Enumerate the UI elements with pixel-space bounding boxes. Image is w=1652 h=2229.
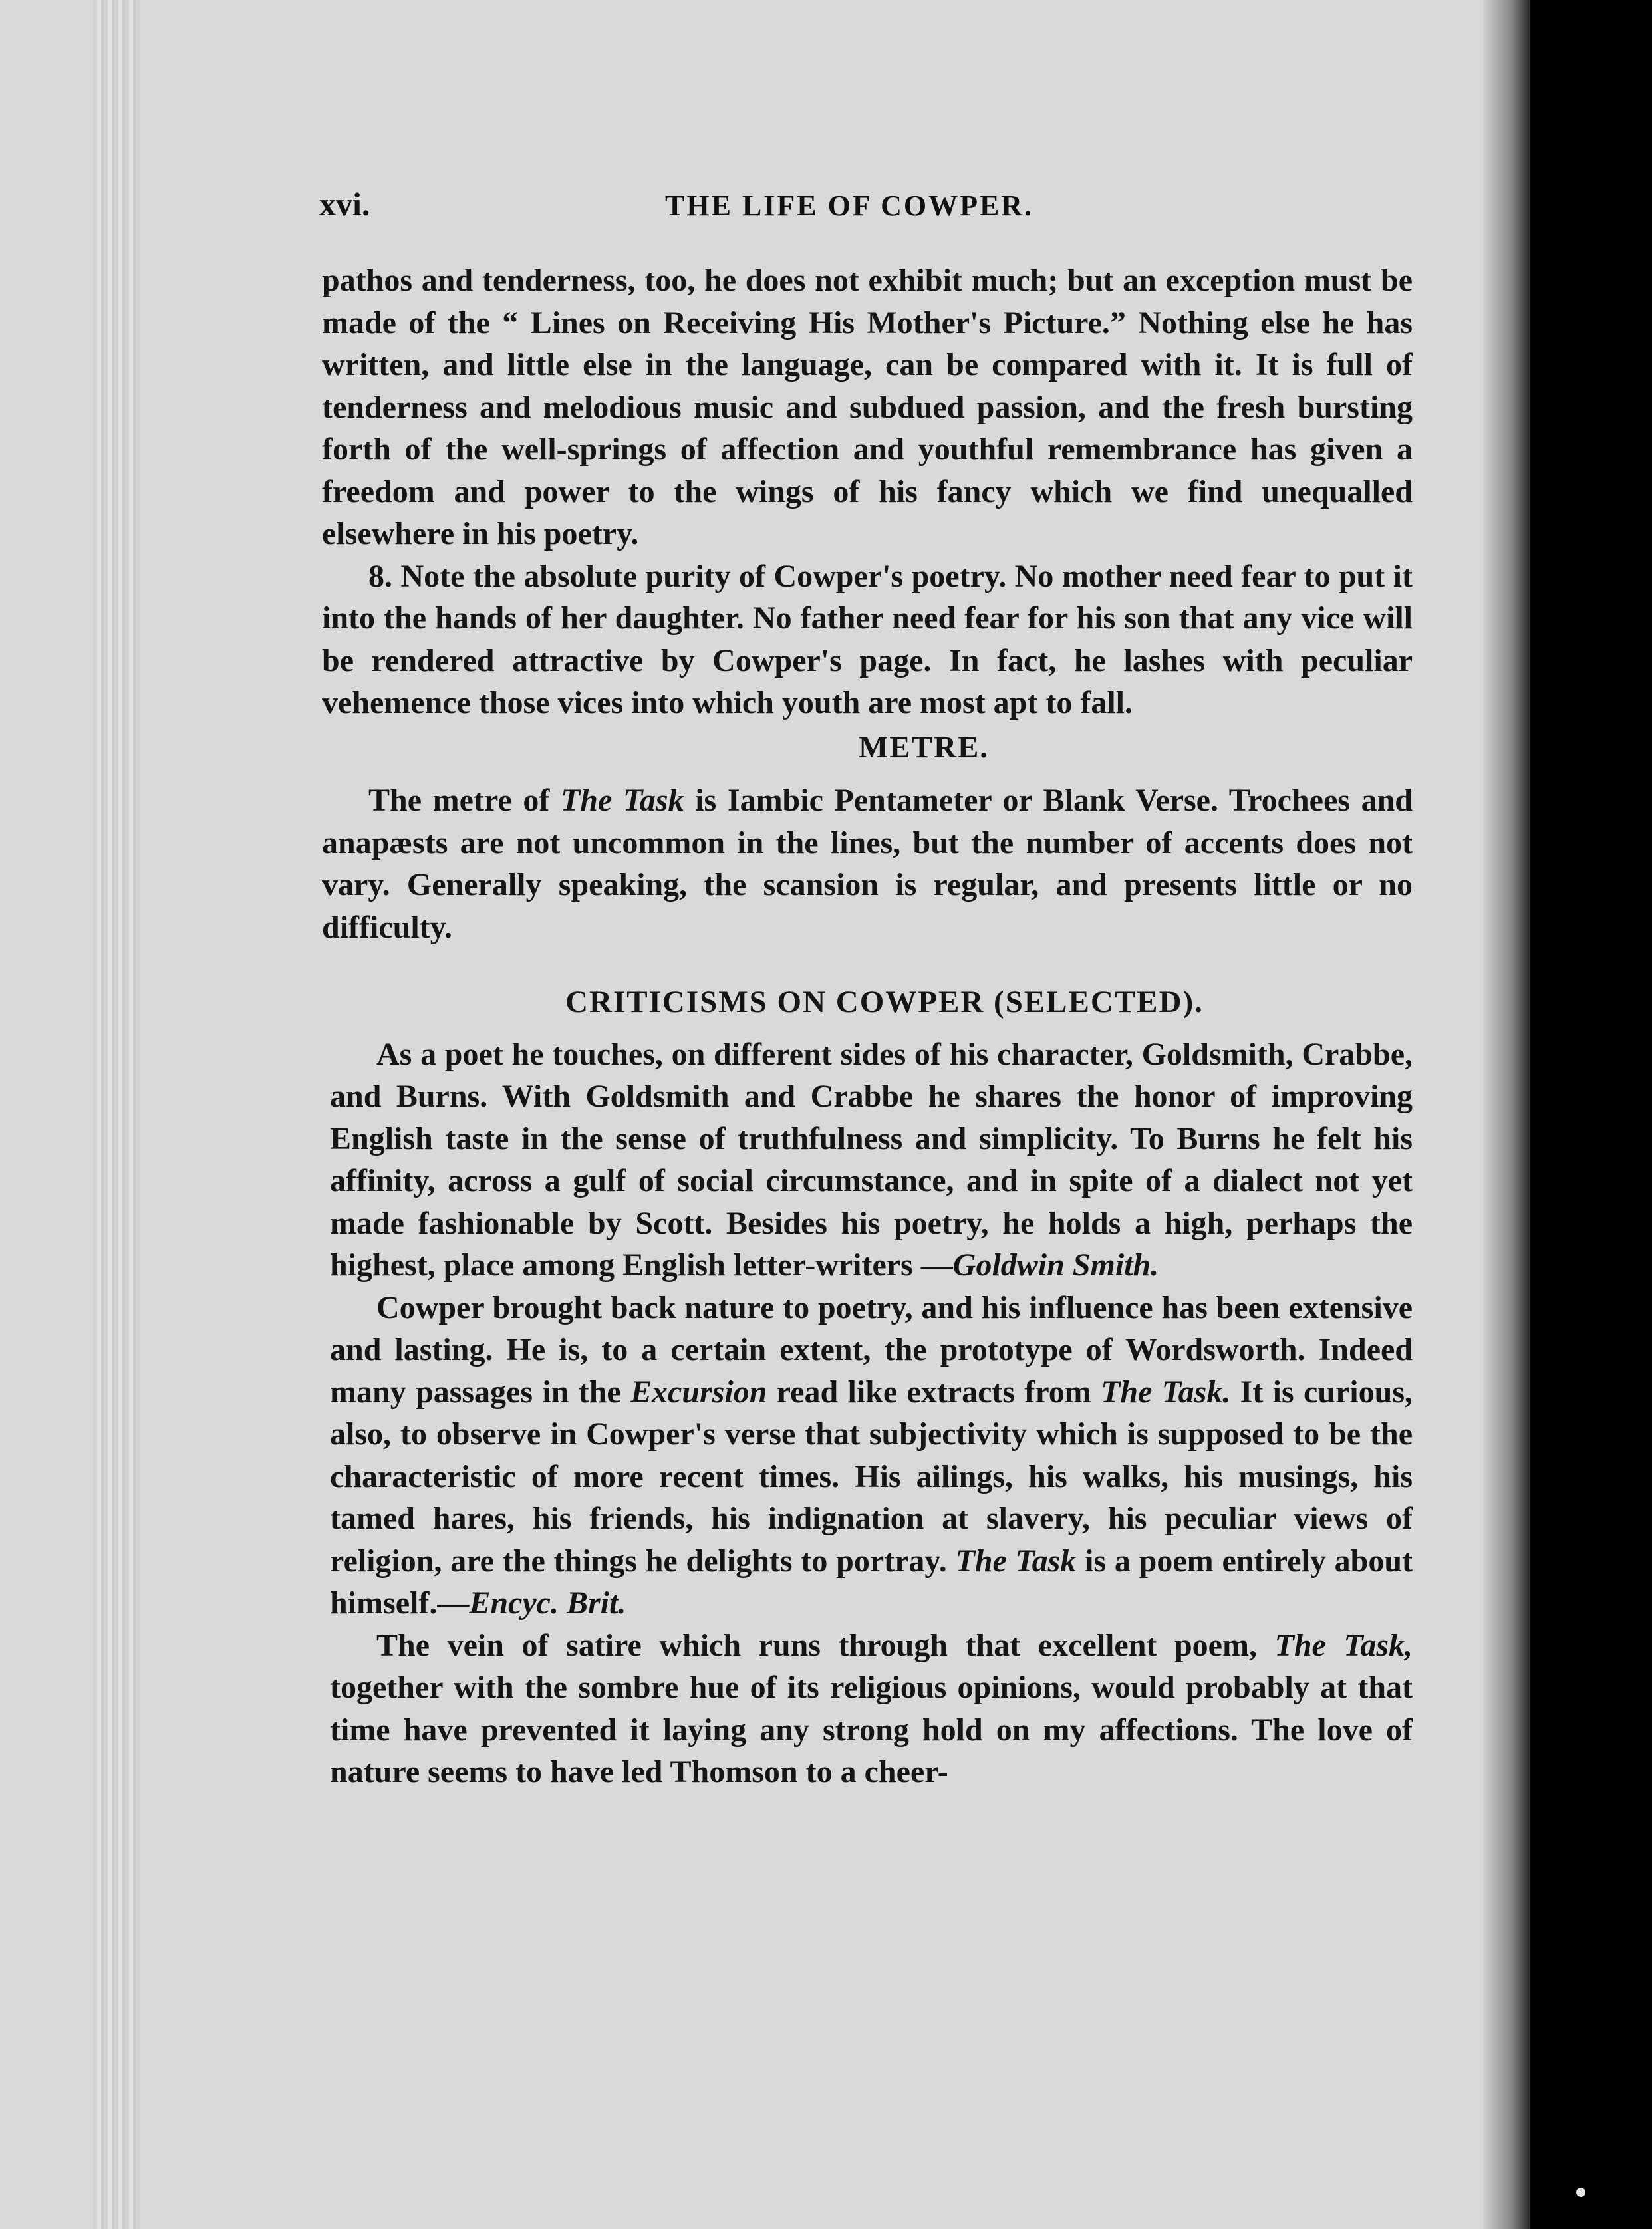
paragraph-pathos: pathos and tenderness, too, he does not exhibit much; but an exception must be made of the “ Lines on Receiving His Mother's Picture.” Nothing else he has written, and little else in the language, can be compared with it. It is full of tenderness and melodious music and subdued passion, and the fresh bursting forth of the well-springs of affection and youthful remembrance has given a freedom and power to the wings of his fancy which we find unequalled elsewhere in his poetry. bbox=[322, 263, 1413, 551]
criticism-3-task: The Task, bbox=[1274, 1627, 1413, 1663]
paragraph-metre bbox=[322, 779, 1413, 948]
criticism-2-source: Encyc. Brit. bbox=[469, 1585, 626, 1621]
metre-heading: METRE. bbox=[858, 729, 990, 765]
criticism-encyc-brit bbox=[330, 1287, 1413, 1625]
criticism-3-part-1: The vein of satire which runs through that excellent poem, bbox=[376, 1627, 1275, 1663]
margin-speck bbox=[1576, 2188, 1585, 2197]
body-text bbox=[322, 259, 1413, 1793]
criticism-2-excursion: Excursion bbox=[630, 1374, 767, 1410]
metre-task-title: The Task bbox=[560, 783, 684, 818]
criticism-goldwin-smith bbox=[330, 1033, 1413, 1287]
criticism-1-source: Goldwin Smith. bbox=[952, 1247, 1159, 1283]
criticism-2-part-3: It is curious, also, to observe in Cowper's verse that subjectivity which is supposed to be the characteristic of more recent times. His ailings, his walks, his musings, his tamed hares, his friends, his indignation at slavery, his peculiar views of religion, are the things he delights to portray. bbox=[330, 1374, 1413, 1579]
criticism-2-task-2: The Task bbox=[955, 1543, 1077, 1579]
running-title: THE LIFE OF COWPER. bbox=[665, 190, 1034, 222]
criticism-1-text: As a poet he touches, on different sides of his character, Goldsmith, Crabbe, and Burns. With Goldsmith and Crabbe he shares the honor of improving English taste in the sense of truthfulness and simplicity. To Burns he felt his affinity, across a gulf of social circumstance, and in spite of a dialect not yet made fashionable by Scott. Besides his poetry, he holds a high, perhaps the highest, place among English letter-writers — bbox=[330, 1036, 1413, 1283]
spine-shadow bbox=[1483, 0, 1530, 2229]
criticism-2-task-1: The Task. bbox=[1101, 1374, 1231, 1410]
metre-text-after: is Iambic Pentameter or Blank Verse. Trochees and anapæsts are not uncommon in the lines, but the number of accents does not vary. Generally speaking, the scansion is regular, and presents little or no difficulty. bbox=[322, 783, 1413, 945]
metre-text-before: The metre of bbox=[368, 783, 561, 818]
paragraph-purity: 8. Note the absolute purity of Cowper's poetry. No mother need fear to put it into the hands of her daughter. No father need fear for his son that any vice will be rendered attractive by Cowper's page. In fact, he lashes with peculiar vehemence those vices into which youth are most apt to fall. bbox=[322, 558, 1413, 720]
criticism-2-part-1: Cowper brought back nature to poetry, and his influence has been extensive and lasting. He is, to a certain extent, the prototype of Wordsworth. Indeed many passages in the bbox=[330, 1289, 1413, 1410]
criticisms-heading: CRITICISMS ON COWPER (SELECTED). bbox=[565, 985, 1204, 1019]
criticism-2-part-2: read like extracts from bbox=[767, 1374, 1101, 1410]
criticisms-section bbox=[330, 982, 1413, 1793]
criticism-thomson bbox=[330, 1625, 1413, 1793]
criticism-2-part-4: is a poem entirely about himself.— bbox=[330, 1543, 1413, 1621]
page-number: xvi. bbox=[319, 186, 370, 223]
criticism-3-part-2: together with the sombre hue of its religious opinions, would probably at that time have prevented it laying any strong hold on my affections. The love of nature seems to have led Thomson to a cheer- bbox=[330, 1670, 1413, 1789]
page-edge-stack bbox=[93, 0, 140, 2229]
running-head bbox=[319, 185, 1410, 231]
